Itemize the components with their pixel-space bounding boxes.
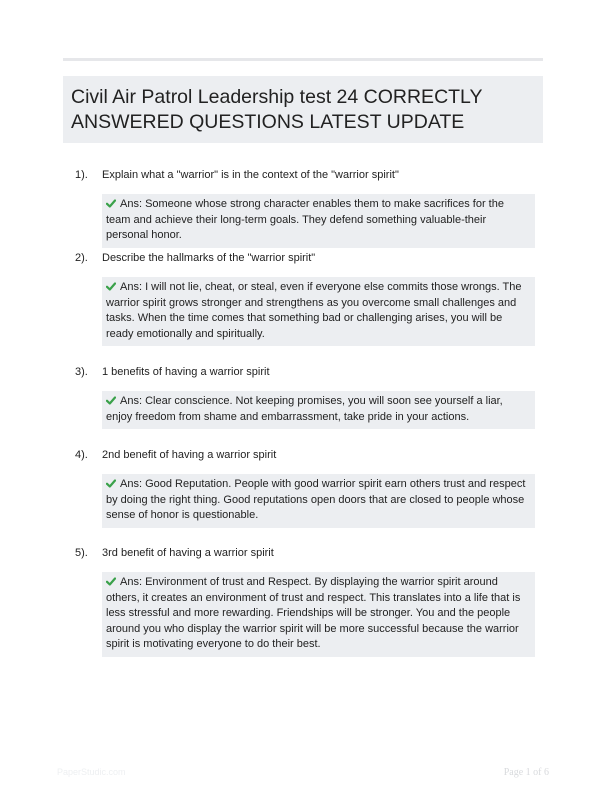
answer-text: Ans: I will not lie, cheat, or steal, even if everyone else commits those wrongs. The warrior spirit grows stronger and strengthens as you overcome small challenges and tasks. When the time comes that something bad or challenging arises, you will be ready emotionally and spiritually. [106,281,522,340]
answer-box [102,277,535,346]
question-number: 2). [75,252,88,264]
answer-box [102,474,535,528]
answer-box [102,572,535,657]
answer-text: Ans: Someone whose strong character enables them to make sacrifices for the team and achieve their long-term goals. They defend something valuable-their personal honor. [106,198,504,241]
check-icon [106,396,116,405]
page-indicator: Page 1 of 6 [503,767,549,778]
question-number: 5). [75,547,88,559]
document-title: Civil Air Patrol Leadership test 24 CORRECTLY ANSWERED QUESTIONS LATEST UPDATE [71,86,483,133]
answer-text: Ans: Good Reputation. People with good warrior spirit earn others trust and respect by doing the right thing. Good reputations open doors that are closed to people whose sense of honor is questionable. [106,478,526,521]
question-text: 1 benefits of having a warrior spirit [102,366,270,378]
footer-watermark: PaperStudic.com [57,767,126,777]
question-number: 3). [75,366,88,378]
question-item-4 [75,448,535,528]
answer-box [102,391,535,429]
question-text: Explain what a "warrior" is in the context of the "warrior spirit" [102,169,399,181]
question-item-5 [75,546,535,657]
question-item-1 [75,168,535,248]
top-divider [63,58,543,61]
check-icon [106,577,116,586]
answer-text: Ans: Environment of trust and Respect. By displaying the warrior spirit around others, it creates an environment of trust and respect. This translates into a life that is less stressful and more rewarding. Friendships will be stronger. You and the people around you who display the warrior spirit will be more successful because the warrior spirit is motivating everyone to do their best. [106,576,521,650]
title-banner [63,76,543,143]
question-item-2 [75,251,535,346]
question-text: Describe the hallmarks of the "warrior spirit" [102,252,316,264]
question-number: 4). [75,449,88,461]
answer-text: Ans: Clear conscience. Not keeping promises, you will soon see yourself a liar, enjoy freedom from shame and embarrassment, take pride in your actions. [106,395,503,423]
check-icon [106,479,116,488]
question-number: 1). [75,169,88,181]
question-text: 2nd benefit of having a warrior spirit [102,449,277,461]
check-icon [106,282,116,291]
question-text: 3rd benefit of having a warrior spirit [102,547,274,559]
question-item-3 [75,365,535,429]
answer-box [102,194,535,248]
check-icon [106,199,116,208]
